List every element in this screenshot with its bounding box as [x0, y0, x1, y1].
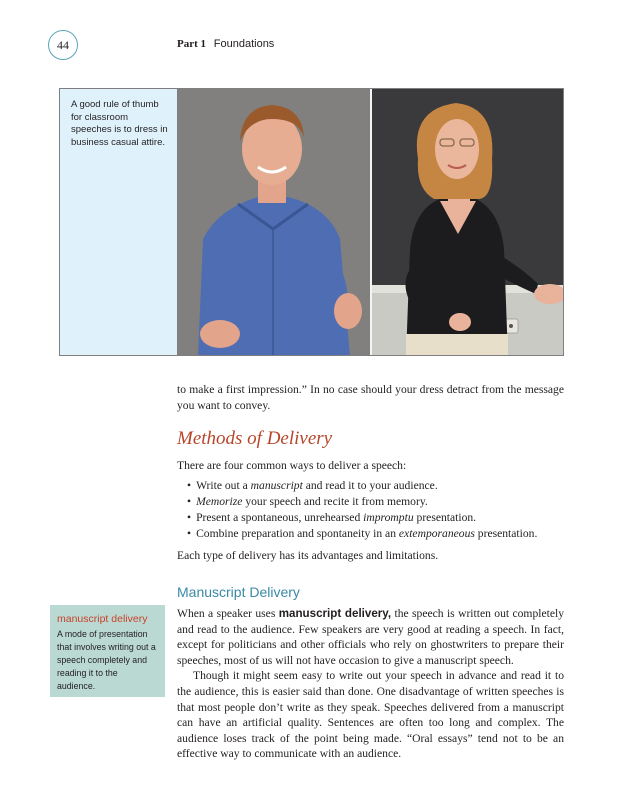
methods-closing: Each type of delivery has its advantages and limitations.	[177, 549, 439, 562]
manuscript-body	[177, 606, 564, 762]
figure-caption-box	[59, 88, 177, 356]
speakers-photo-illustration	[178, 89, 564, 356]
page-number	[48, 30, 78, 60]
manuscript-heading: Manuscript Delivery	[177, 584, 300, 600]
methods-heading: Methods of Delivery	[177, 428, 333, 449]
list-item: • Memorize your speech and recite it from memory.	[187, 494, 567, 510]
list-item: • Combine preparation and spontaneity in an extemporaneous presentation.	[187, 526, 567, 542]
methods-list	[187, 478, 567, 542]
glossary-definition: A mode of presentation that involves writing out a speech completely and reading it to the audience.	[57, 629, 156, 691]
running-head	[177, 38, 274, 50]
page-number-text: 44	[57, 37, 69, 52]
manuscript-paragraph-1: When a speaker uses manuscript delivery, the speech is written out completely and read to the audience. Few speakers are very good at reading a speech. In fact, except for politicians and other officials who rely on ghostwriters to prepare their speeches, most of us will not have occasion to give a manuscript speech.	[177, 607, 564, 667]
figure-caption: A good rule of thumb for classroom speeches is to dress in business casual attire.	[71, 99, 168, 148]
intro-paragraph: to make a first impression.” In no case should your dress detract from the message you want to convey.	[177, 383, 564, 412]
methods-lead: There are four common ways to deliver a speech:	[177, 459, 407, 472]
part-label: Part 1	[177, 38, 207, 50]
key-term: manuscript delivery,	[278, 607, 392, 620]
glossary-term: manuscript delivery	[57, 613, 148, 625]
section-label: Foundations	[213, 38, 275, 50]
figure-photo	[177, 88, 564, 356]
list-item: • Present a spontaneous, unrehearsed impromptu presentation.	[187, 510, 567, 526]
list-item: • Write out a manuscript and read it to your audience.	[187, 478, 567, 494]
glossary-box	[50, 605, 165, 697]
manuscript-paragraph-2: Though it might seem easy to write out your speech in advance and read it to the audience, this is easier said than done. One disadvantage of written speeches is that most people don’t write as they speak. Speeches delivered from a manuscript can have an artificial quality. Sentences are often too long and complex. The audience loses track of the point being made. “Oral essays” tend not to be an effective way to communicate with an audience.	[177, 669, 564, 761]
